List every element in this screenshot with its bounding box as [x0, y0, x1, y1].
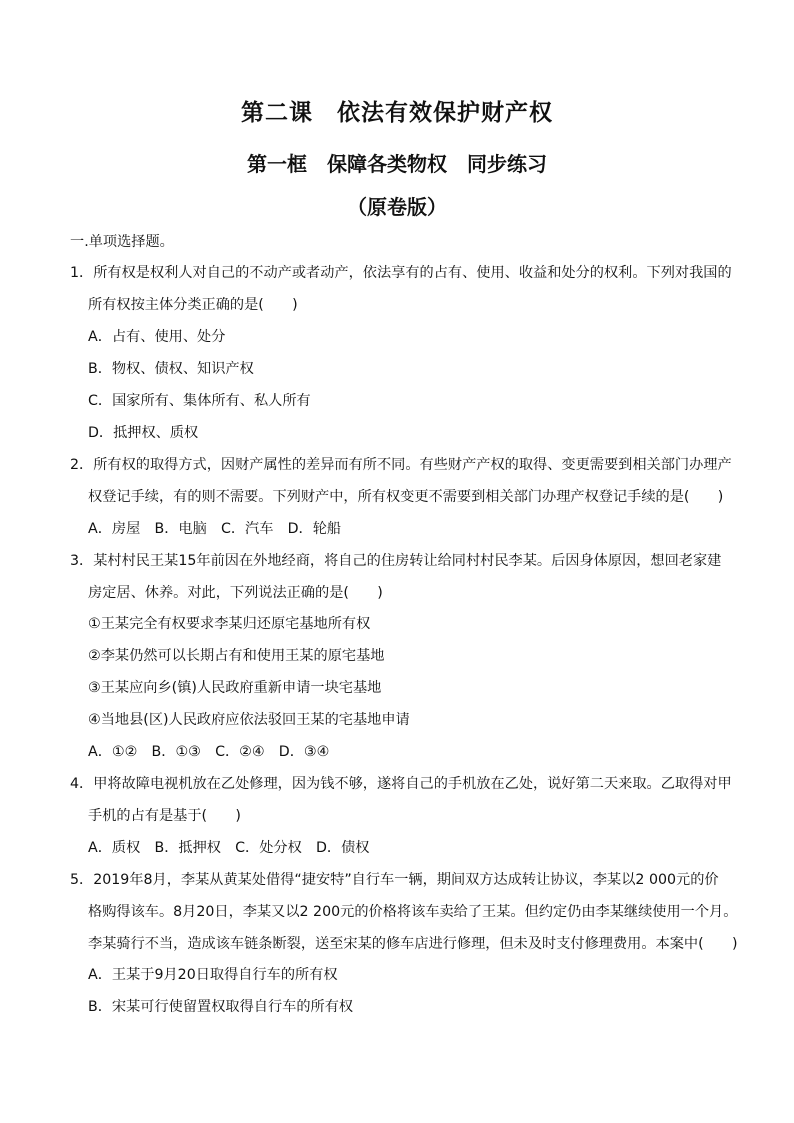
question-1-option-b: B．物权、债权、知识产权 — [88, 361, 254, 377]
question-5-stem-line-2: 格购得该车。8月20日，李某又以2 200元的价格将该车卖给了王某。但约定仍由李某继续使用一个月。 — [88, 904, 738, 920]
page-title: 第二课 依法有效保护财产权 — [241, 99, 553, 126]
question-1-option-c: C．国家所有、集体所有、私人所有 — [88, 393, 311, 409]
section-heading: 一.单项选择题。 — [70, 234, 174, 250]
question-5-option-a: A．王某于9月20日取得自行车的所有权 — [88, 967, 338, 983]
question-5-option-b: B．宋某可行使留置权取得自行车的所有权 — [88, 999, 354, 1015]
question-4-stem-line-1: 4．甲将故障电视机放在乙处修理，因为钱不够，遂将自己的手机放在乙处，说好第二天来取。乙取得对甲 — [70, 776, 732, 792]
question-3-options: A．①② B．①③ C．②④ D．③④ — [88, 744, 330, 760]
question-3-stem-line-2: 房定居、休养。对此，下列说法正确的是( ) — [88, 585, 383, 601]
question-2-stem-line-2: 权登记手续，有的则不需要。下列财产中，所有权变更不需要到相关部门办理产权登记手续的是( ) — [88, 489, 724, 505]
question-3-stem-line-1: 3．某村村民王某15年前因在外地经商，将自己的住房转让给同村村民李某。后因身体原因，想回老家建 — [70, 553, 722, 569]
question-4-stem-line-2: 手机的占有是基于( ) — [88, 808, 241, 824]
question-2-options: A．房屋 B．电脑 C．汽车 D．轮船 — [88, 521, 342, 537]
question-1-stem-line-2: 所有权按主体分类正确的是( ) — [88, 297, 298, 313]
question-1-stem-line-1: 1．所有权是权利人对自己的不动产或者动产，依法享有的占有、使用、收益和处分的权利。下列对我国的 — [70, 265, 732, 281]
question-3-item-3: ③王某应向乡(镇)人民政府重新申请一块宅基地 — [88, 680, 382, 696]
question-1-option-d: D．抵押权、质权 — [88, 425, 199, 441]
question-3-item-1: ①王某完全有权要求李某归还原宅基地所有权 — [88, 616, 371, 632]
question-5-stem-line-3: 李某骑行不当，造成该车链条断裂，送至宋某的修车店进行修理，但未及时支付修理费用。本案中( ) — [88, 936, 738, 952]
question-3-item-2: ②李某仍然可以长期占有和使用王某的原宅基地 — [88, 648, 385, 664]
edition-label: （原卷版） — [347, 195, 447, 219]
question-1-option-a: A．占有、使用、处分 — [88, 329, 226, 345]
question-5-stem-line-1: 5．2019年8月，李某从黄某处借得“捷安特”自行车一辆，期间双方达成转让协议，李某以2 000元的价 — [70, 872, 719, 888]
page-subtitle: 第一框 保障各类物权 同步练习 — [247, 152, 547, 176]
question-2-stem-line-1: 2．所有权的取得方式，因财产属性的差异而有所不同。有些财产产权的取得、变更需要到相关部门办理产 — [70, 457, 732, 473]
question-4-options: A．质权 B．抵押权 C．处分权 D．债权 — [88, 840, 370, 856]
question-3-item-4: ④当地县(区)人民政府应依法驳回王某的宅基地申请 — [88, 712, 410, 728]
